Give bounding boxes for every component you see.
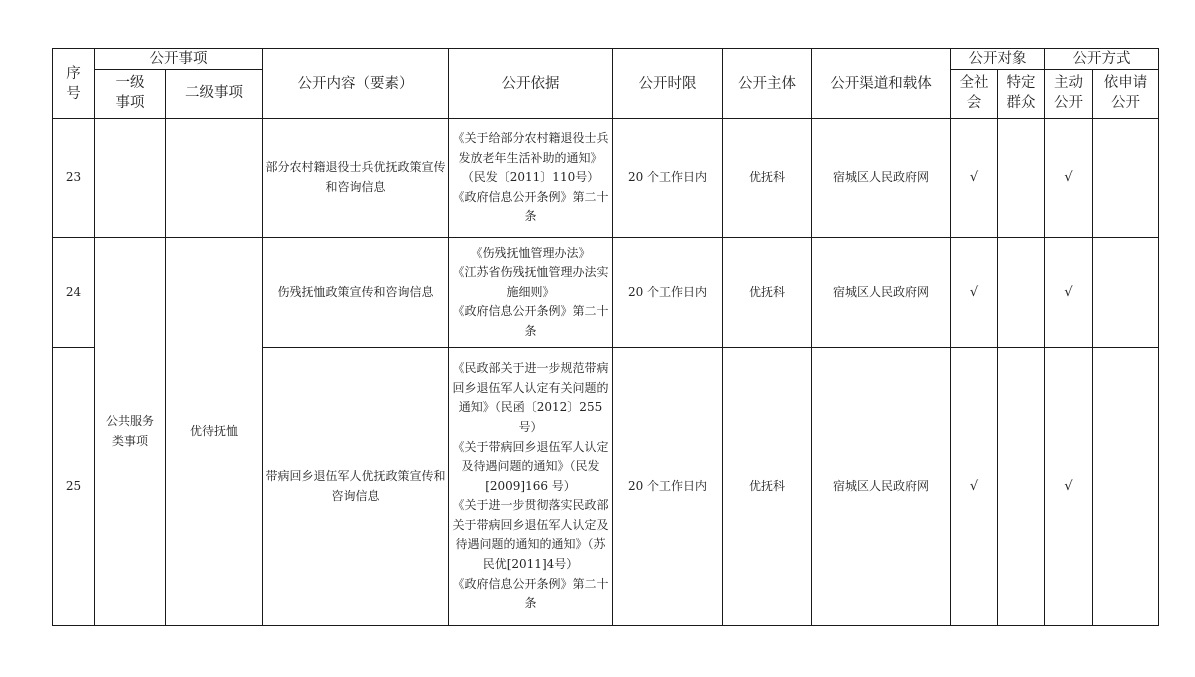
header-basis: 公开依据 (449, 49, 613, 119)
row-content: 带病回乡退伍军人优抚政策宣传和咨询信息 (263, 348, 449, 626)
row-active-check: √ (1045, 238, 1093, 348)
row-seq: 25 (53, 348, 95, 626)
row-content: 伤残抚恤政策宣传和咨询信息 (263, 238, 449, 348)
basis-item: 《江苏省伤残抚恤管理办法实施细则》 (452, 265, 609, 299)
row-time-limit: 20 个工作日内 (613, 348, 723, 626)
header-time-limit: 公开时限 (613, 49, 723, 119)
disclosure-table (52, 48, 1159, 626)
header-level1: 一级 事项 (95, 70, 166, 119)
header-method-group: 公开方式 (1045, 49, 1159, 70)
basis-item: 《政府信息公开条例》第二十条 (452, 189, 609, 224)
row-active-check: √ (1045, 348, 1093, 626)
row-basis (449, 348, 613, 626)
row-on-request-check (1093, 238, 1159, 348)
basis-item: 《民政部关于进一步规范带病回乡退伍军人认定有关问题的通知》（民函〔2012〕255 号） (452, 361, 609, 434)
basis-item: 《政府信息公开条例》第二十条 (452, 576, 609, 611)
header-subject: 公开主体 (723, 49, 812, 119)
header-level2: 二级事项 (166, 70, 263, 119)
header-on-request: 依申请 公开 (1093, 70, 1159, 119)
header-row-top (53, 49, 1159, 70)
header-target-group: 公开对象 (951, 49, 1045, 70)
row-on-request-check (1093, 348, 1159, 626)
row-on-request-check (1093, 119, 1159, 238)
table-row (53, 238, 1159, 348)
basis-item: 《关于进一步贯彻落实民政部关于带病回乡退伍军人认定及待遇问题的通知的通知》（苏民优[2011]4号） (452, 498, 609, 572)
row-specific-group-check (998, 238, 1045, 348)
basis-item: 《政府信息公开条例》第二十条 (452, 304, 609, 338)
basis-item: 《关于给部分农村籍退役士兵发放老年生活补助的通知》（民发〔2011〕110号） (452, 131, 609, 185)
row-specific-group-check (998, 119, 1045, 238)
table-row (53, 119, 1159, 238)
row-subject: 优抚科 (723, 119, 812, 238)
row-whole-society-check: √ (951, 238, 998, 348)
row-subject: 优抚科 (723, 238, 812, 348)
row-seq: 23 (53, 119, 95, 238)
row-content: 部分农村籍退役士兵优抚政策宣传和咨询信息 (263, 119, 449, 238)
basis-item: 《关于带病回乡退伍军人认定及待遇问题的通知》（民发[2009]166 号） (452, 439, 609, 493)
row-active-check: √ (1045, 119, 1093, 238)
row-level1-empty (95, 119, 166, 238)
header-active: 主动 公开 (1045, 70, 1093, 119)
row-subject: 优抚科 (723, 348, 812, 626)
row-channel: 宿城区人民政府网 (812, 348, 951, 626)
header-whole-society: 全社 会 (951, 70, 998, 119)
header-content: 公开内容（要素） (263, 49, 449, 119)
row-specific-group-check (998, 348, 1045, 626)
row-channel: 宿城区人民政府网 (812, 238, 951, 348)
header-seq: 序 号 (53, 49, 95, 119)
row-level1-merged: 公共服务 类事项 (95, 238, 166, 626)
header-matter-group: 公开事项 (95, 49, 263, 70)
row-level2-merged: 优待抚恤 (166, 238, 263, 626)
basis-item: 《伤残抚恤管理办法》 (470, 245, 591, 260)
row-time-limit: 20 个工作日内 (613, 119, 723, 238)
header-channel: 公开渠道和载体 (812, 49, 951, 119)
row-level2-empty (166, 119, 263, 238)
header-specific-group: 特定 群众 (998, 70, 1045, 119)
row-channel: 宿城区人民政府网 (812, 119, 951, 238)
row-basis (449, 119, 613, 238)
row-whole-society-check: √ (951, 119, 998, 238)
row-whole-society-check: √ (951, 348, 998, 626)
row-time-limit: 20 个工作日内 (613, 238, 723, 348)
row-basis (449, 238, 613, 348)
row-seq: 24 (53, 238, 95, 348)
